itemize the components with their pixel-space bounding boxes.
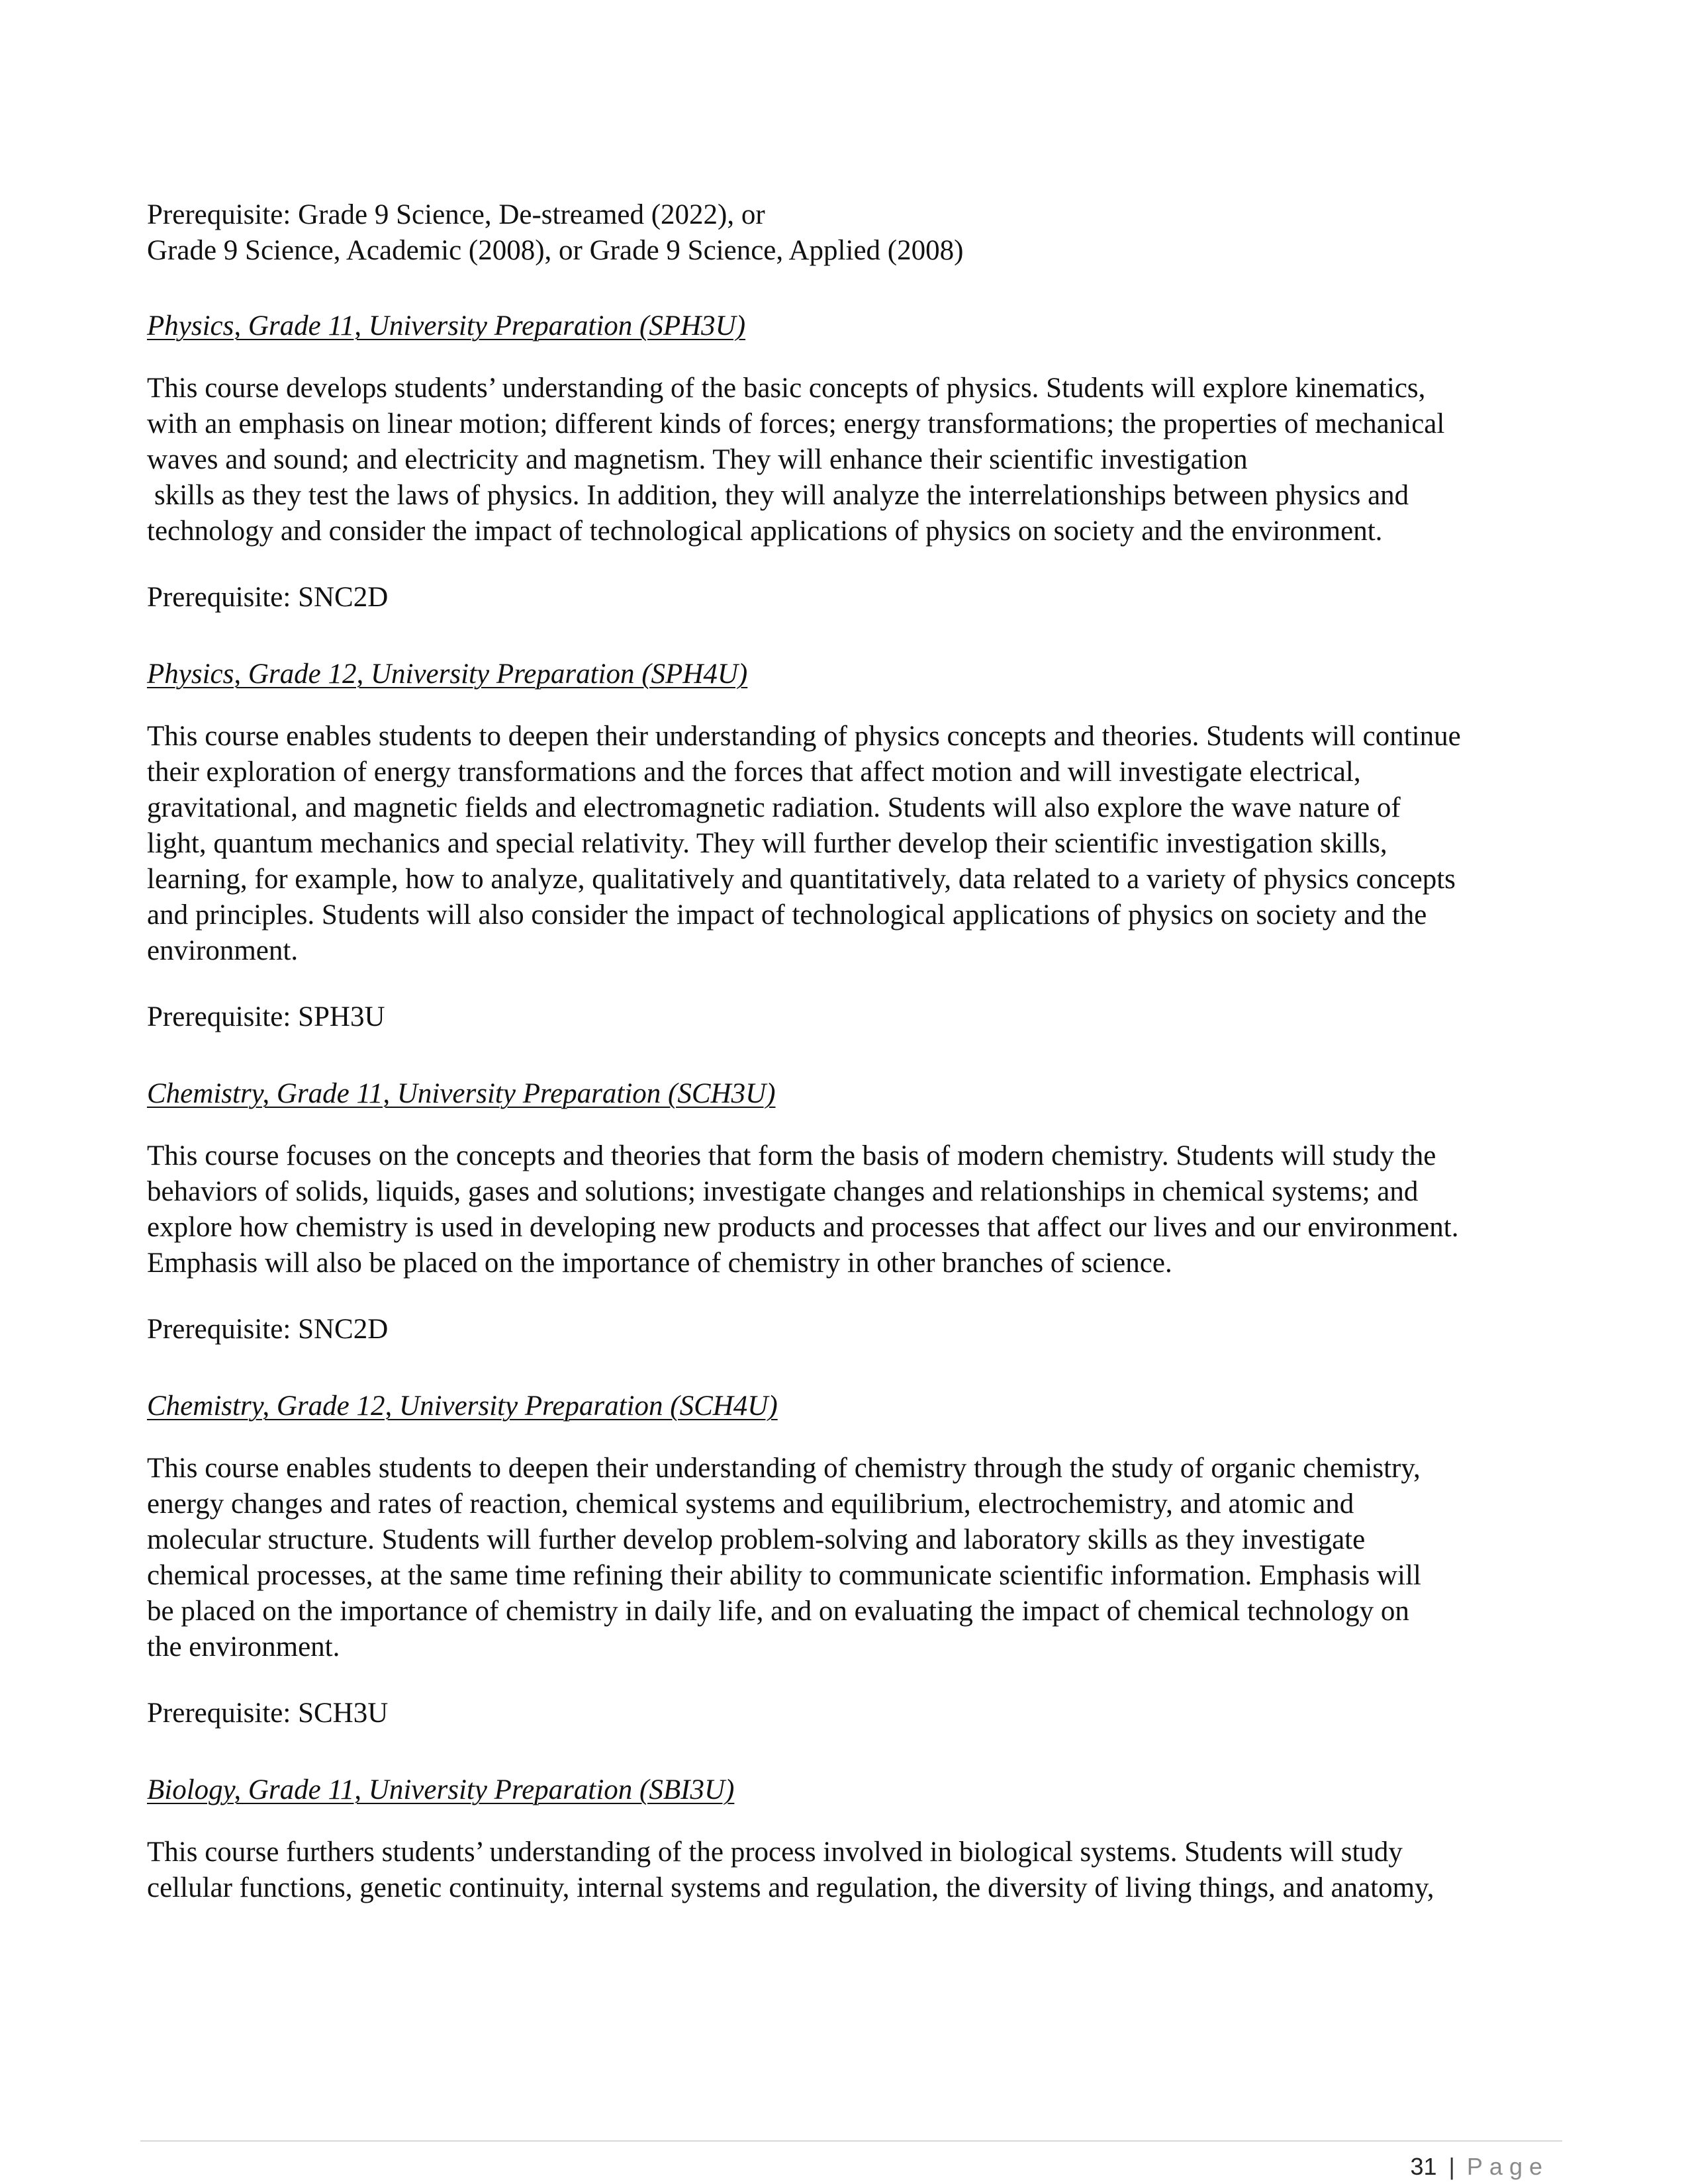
description-line: environment. [147, 935, 299, 966]
description-line: This course develops students’ understanding of the basic concepts of physics. Students will explore kinematics, [147, 373, 1426, 404]
course-prerequisite: Prerequisite: SNC2D [147, 1314, 389, 1345]
course-prerequisite: Prerequisite: SNC2D [147, 582, 389, 613]
course-prerequisite: Prerequisite: SCH3U [147, 1698, 389, 1729]
description-line: cellular functions, genetic continuity, internal systems and regulation, the diversity of living things, and anatomy, [147, 1872, 1434, 1903]
page-footer [1410, 2152, 1549, 2181]
description-line: gravitational, and magnetic fields and electromagnetic radiation. Students will also explore the wave nature of [147, 792, 1401, 823]
course-title: Physics, Grade 11, University Preparation (SPH3U) [147, 310, 746, 341]
page-label: Page [1466, 2153, 1549, 2180]
description-line: and principles. Students will also consider the impact of technological applications of physics on society and the [147, 899, 1427, 931]
course-section [147, 308, 1512, 615]
description-line: skills as they test the laws of physics. In addition, they will analyze the interrelationships between physics and [154, 480, 1409, 511]
course-description [147, 1138, 1512, 1281]
course-prerequisite: Prerequisite: SPH3U [147, 1001, 385, 1032]
description-line: This course enables students to deepen their understanding of chemistry through the study of organic chemistry, [147, 1453, 1421, 1484]
description-line: explore how chemistry is used in developing new products and processes that affect our lives and our environment. [147, 1212, 1459, 1243]
course-section [147, 1388, 1512, 1731]
description-line: behaviors of solids, liquids, gases and solutions; investigate changes and relationships in chemical systems; and [147, 1176, 1419, 1207]
footer-separator: | [1448, 2153, 1455, 2180]
description-line: the environment. [147, 1631, 340, 1662]
description-line: learning, for example, how to analyze, qualitatively and quantitatively, data related to a variety of physics concepts [147, 864, 1456, 895]
course-description [147, 371, 1512, 549]
course-section [147, 1772, 1512, 1906]
description-line: This course furthers students’ understanding of the process involved in biological systems. Students will study [147, 1837, 1403, 1868]
course-description [147, 1451, 1512, 1665]
intro-prerequisite [147, 197, 1512, 269]
description-line: This course enables students to deepen their understanding of physics concepts and theories. Students will continue [147, 721, 1461, 752]
course-section [147, 657, 1512, 1035]
description-line: be placed on the importance of chemistry in daily life, and on evaluating the impact of chemical technology on [147, 1596, 1409, 1627]
course-title: Chemistry, Grade 12, University Preparation (SCH4U) [147, 1390, 778, 1422]
page-number: 31 [1410, 2153, 1437, 2180]
intro-line: Prerequisite: Grade 9 Science, De-streamed (2022), or [147, 199, 765, 230]
description-line: light, quantum mechanics and special relativity. They will further develop their scientific investigation skills, [147, 828, 1387, 859]
course-section [147, 1076, 1512, 1347]
description-line: technology and consider the impact of technological applications of physics on society and the environment. [147, 516, 1383, 547]
footer-divider [140, 2140, 1562, 2142]
intro-line: Grade 9 Science, Academic (2008), or Grade 9 Science, Applied (2008) [147, 235, 964, 266]
course-title: Biology, Grade 11, University Preparation (SBI3U) [147, 1774, 735, 1805]
description-line: Emphasis will also be placed on the importance of chemistry in other branches of science. [147, 1248, 1172, 1279]
description-line: chemical processes, at the same time refining their ability to communicate scientific information. Emphasis will [147, 1560, 1421, 1591]
description-line: energy changes and rates of reaction, chemical systems and equilibrium, electrochemistry, and atomic and [147, 1488, 1354, 1520]
description-line: This course focuses on the concepts and theories that form the basis of modern chemistry. Students will study the [147, 1140, 1436, 1171]
course-title: Chemistry, Grade 11, University Preparation (SCH3U) [147, 1078, 776, 1109]
course-title: Physics, Grade 12, University Preparation (SPH4U) [147, 659, 748, 690]
course-description [147, 719, 1512, 969]
page-content [147, 197, 1512, 1906]
description-line: with an emphasis on linear motion; different kinds of forces; energy transformations; the properties of mechanical [147, 408, 1445, 439]
description-line: waves and sound; and electricity and magnetism. They will enhance their scientific investigation [147, 444, 1248, 475]
description-line: their exploration of energy transformations and the forces that affect motion and will investigate electrical, [147, 756, 1361, 788]
description-line: molecular structure. Students will further develop problem-solving and laboratory skills as they investigate [147, 1524, 1366, 1555]
course-description [147, 1835, 1512, 1906]
